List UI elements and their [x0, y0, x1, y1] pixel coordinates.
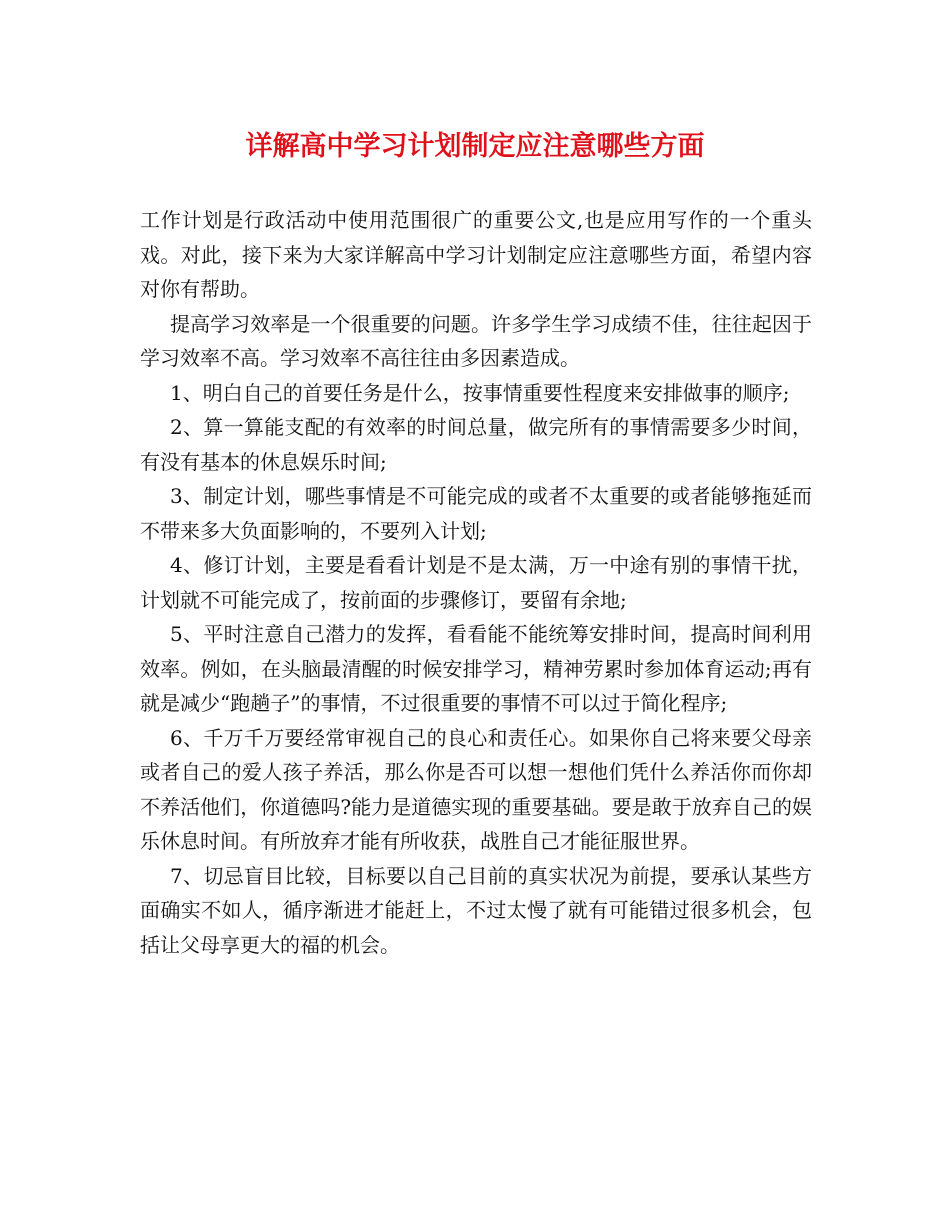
list-item-7: 7、切忌盲目比较，目标要以自己目前的真实状况为前提，要承认某些方面确实不如人，循序渐进才能赶上，不过太慢了就有可能错过很多机会，包括让父母享更大的福的机会。: [140, 863, 812, 957]
document-title: 详解高中学习计划制定应注意哪些方面: [245, 131, 705, 162]
list-item-4: 4、修订计划，主要是看看计划是不是太满，万一中途有别的事情干扰，计划就不可能完成了，按前面的步骤修订，要留有余地;: [140, 553, 812, 612]
paragraph-efficiency: 提高学习效率是一个很重要的问题。许多学生学习成绩不佳，往往起因于学习效率不高。学习效率不高往往由多因素造成。: [140, 311, 812, 370]
list-item-3: 3、制定计划，哪些事情是不可能完成的或者不太重要的或者能够拖延而不带来多大负面影响的，不要列入计划;: [140, 484, 812, 543]
intro-paragraph: 工作计划是行政活动中使用范围很广的重要公文,也是应用写作的一个重头戏。对此，接下来为大家详解高中学习计划制定应注意哪些方面，希望内容对你有帮助。: [140, 208, 812, 301]
list-item-5: 5、平时注意自己潜力的发挥，看看能不能统筹安排时间，提高时间利用效率。例如，在头脑最清醒的时候安排学习，精神劳累时参加体育运动;再有就是减少“跑趟子”的事情，不过很重要的事情不可以过于简化程序;: [140, 622, 812, 715]
list-item-2: 2、算一算能支配的有效率的时间总量，做完所有的事情需要多少时间，有没有基本的休息娱乐时间;: [140, 415, 812, 474]
list-item-6: 6、千万千万要经常审视自己的良心和责任心。如果你自己将来要父母亲或者自己的爱人孩子养活，那么你是否可以想一想他们凭什么养活你而你却不养活他们，你道德吗?能力是道德实现的重要基础。要是敢于放弃自己的娱乐休息时间。有所放弃才能有所收获，战胜自己才能征服世界。: [140, 725, 812, 853]
list-item-1: 1、明白自己的首要任务是什么，按事情重要性程度来安排做事的顺序;: [170, 380, 790, 405]
document-body: [140, 203, 812, 962]
